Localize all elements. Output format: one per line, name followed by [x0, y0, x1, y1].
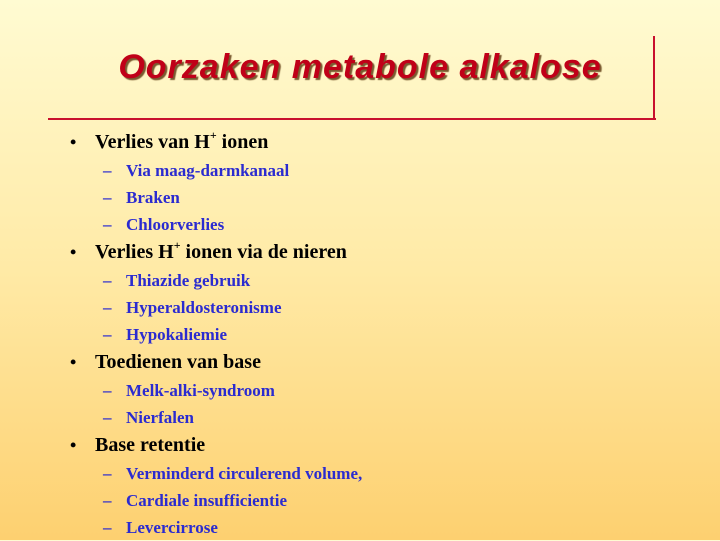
sub-item-text: Verminderd circulerend volume, — [126, 464, 363, 483]
bullet-item-verlies-h-ionen — [0, 128, 720, 157]
dash-icon: – — [103, 215, 112, 234]
bullet-list — [0, 128, 720, 541]
sub-item-text: Braken — [126, 188, 180, 207]
bullet-text: Base retentie — [95, 434, 206, 456]
sub-item-text: Chloorverlies — [126, 215, 225, 234]
bullet-icon: • — [70, 132, 77, 152]
sub-item — [0, 404, 720, 431]
sub-item — [0, 377, 720, 404]
dash-icon: – — [103, 491, 112, 510]
sub-item-text: Levercirrose — [126, 518, 218, 537]
sub-item-text: Via maag-darmkanaal — [126, 161, 290, 180]
sub-item — [0, 211, 720, 238]
dash-icon: – — [103, 188, 112, 207]
dash-icon: – — [103, 161, 112, 180]
bullet-icon: • — [70, 352, 77, 372]
dash-icon: – — [103, 325, 112, 344]
dash-icon: – — [103, 298, 112, 317]
dash-icon: – — [103, 464, 112, 483]
sub-item — [0, 294, 720, 321]
bullet-icon: • — [70, 435, 77, 455]
dash-icon: – — [103, 271, 112, 290]
dash-icon: – — [103, 518, 112, 537]
sub-item-text: Thiazide gebruik — [126, 271, 251, 290]
bullet-text: Verlies H+ ionen via de nieren — [95, 238, 347, 263]
slide-title: Oorzaken metabole alkalose — [118, 48, 602, 86]
dash-icon: – — [103, 381, 112, 400]
sub-item — [0, 487, 720, 514]
sub-item — [0, 267, 720, 294]
sub-item — [0, 321, 720, 348]
bullet-item-base-retentie — [0, 431, 720, 460]
sub-item-text: Hypokaliemie — [126, 325, 228, 344]
sub-item-text: Nierfalen — [126, 408, 194, 427]
bullet-text: Toedienen van base — [95, 351, 261, 373]
bullet-text: Verlies van H+ ionen — [95, 128, 269, 153]
sub-item — [0, 514, 720, 541]
sub-item — [0, 460, 720, 487]
bullet-icon: • — [70, 242, 77, 262]
dash-icon: – — [103, 408, 112, 427]
title-vertical-rule — [653, 36, 655, 120]
sub-item-text: Hyperaldosteronisme — [126, 298, 282, 317]
sub-item-text: Melk-alki-syndroom — [126, 381, 275, 400]
sub-item-text: Cardiale insufficientie — [126, 491, 288, 510]
sub-item — [0, 184, 720, 211]
bullet-item-verlies-h-nieren — [0, 238, 720, 267]
sub-item — [0, 157, 720, 184]
title-underline — [48, 118, 656, 120]
bullet-item-toedienen-base — [0, 348, 720, 377]
